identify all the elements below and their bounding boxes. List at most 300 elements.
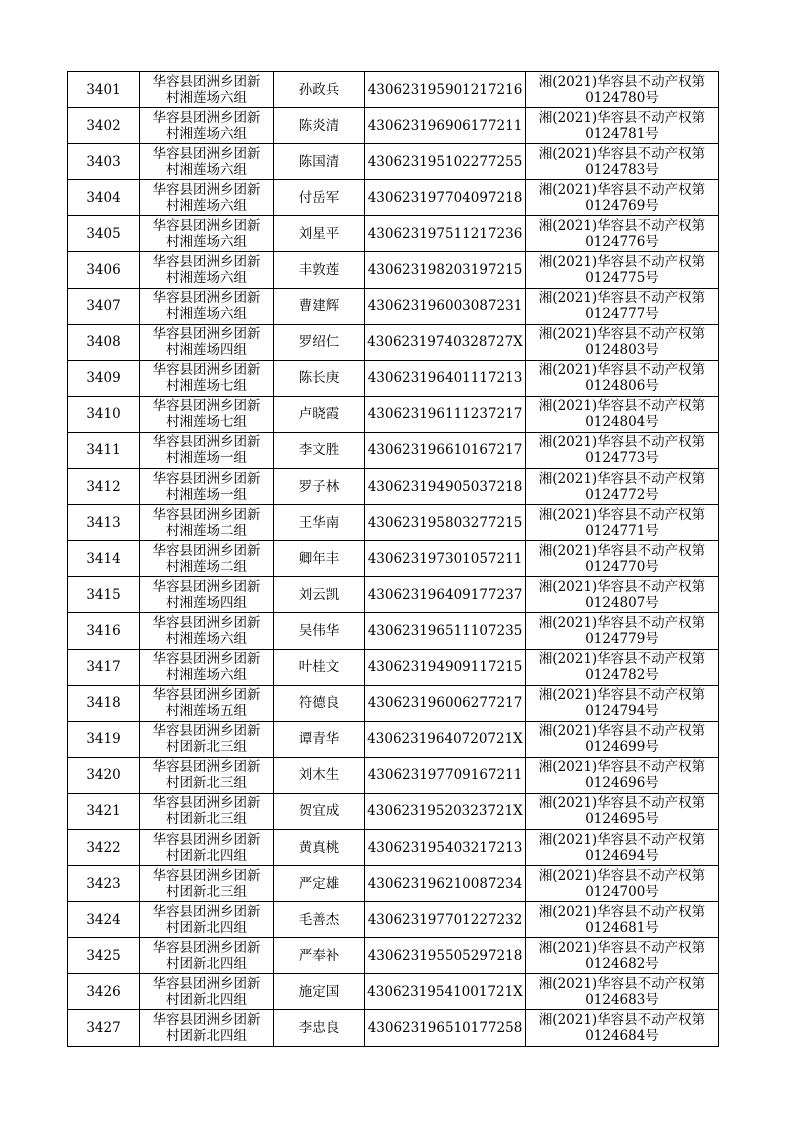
id-number-cell (365, 866, 526, 902)
certificate-number-cell (526, 108, 719, 144)
certificate-number-cell (526, 541, 719, 577)
certificate-number-cell-text: 0124780号 (585, 89, 659, 106)
id-number-cell-text: 430623196401117213 (367, 370, 523, 387)
address-cell (140, 974, 274, 1010)
serial-number-cell-text: 3408 (86, 334, 121, 351)
address-cell (140, 288, 274, 324)
address-cell-text: 华容县团洲乡团新 (152, 1011, 261, 1028)
address-cell (140, 180, 274, 216)
address-cell (140, 685, 274, 721)
id-number-cell (365, 649, 526, 685)
id-number-cell (365, 974, 526, 1010)
certificate-number-cell (526, 721, 719, 757)
certificate-number-cell (526, 144, 719, 180)
table-row (68, 793, 719, 829)
certificate-number-cell-text: 0124777号 (585, 306, 659, 323)
id-number-cell (365, 216, 526, 252)
table-row (68, 938, 719, 974)
id-number-cell-text: 43062319640720721X (367, 731, 523, 748)
id-number-cell (365, 613, 526, 649)
owner-name-cell-text: 李文胜 (298, 442, 340, 459)
address-cell-text: 村湘莲场七组 (166, 378, 247, 395)
owner-name-cell (274, 432, 365, 468)
owner-name-cell (274, 685, 365, 721)
serial-number-cell (68, 613, 140, 649)
id-number-cell (365, 793, 526, 829)
address-cell-text: 华容县团洲乡团新 (152, 506, 261, 523)
certificate-number-cell-text: 0124699号 (585, 739, 659, 756)
owner-name-cell (274, 288, 365, 324)
id-number-cell-text: 430623196510177258 (367, 1019, 523, 1036)
serial-number-cell-text: 3414 (86, 550, 121, 567)
certificate-number-cell-text: 湘(2021)华容县不动产权第 (538, 903, 706, 920)
owner-name-cell (274, 469, 365, 505)
serial-number-cell (68, 144, 140, 180)
table-row (68, 324, 719, 360)
address-cell (140, 829, 274, 865)
certificate-number-cell-text: 0124794号 (585, 703, 659, 720)
address-cell-text: 村湘莲场六组 (166, 161, 247, 178)
address-cell (140, 613, 274, 649)
serial-number-cell (68, 1010, 140, 1046)
certificate-number-cell-text: 0124772号 (585, 486, 659, 503)
address-cell (140, 72, 274, 108)
id-number-cell-text: 430623197701227232 (367, 911, 523, 928)
id-number-cell (365, 144, 526, 180)
owner-name-cell-text: 刘云凯 (298, 586, 340, 603)
table-row (68, 613, 719, 649)
address-cell-text: 华容县团洲乡团新 (152, 470, 261, 487)
id-number-cell (365, 108, 526, 144)
id-number-cell (365, 469, 526, 505)
serial-number-cell-text: 3420 (86, 767, 121, 784)
owner-name-cell-text: 贺宜成 (298, 803, 340, 820)
address-cell-text: 华容县团洲乡团新 (152, 687, 261, 704)
owner-name-cell (274, 505, 365, 541)
address-cell (140, 324, 274, 360)
serial-number-cell (68, 469, 140, 505)
address-cell (140, 577, 274, 613)
owner-name-cell-text: 卿年丰 (298, 550, 340, 567)
certificate-number-cell (526, 180, 719, 216)
serial-number-cell (68, 829, 140, 865)
certificate-number-cell-text: 湘(2021)华容县不动产权第 (538, 145, 706, 162)
owner-name-cell-text: 谭青华 (298, 731, 340, 748)
id-number-cell-text: 430623195803277215 (367, 514, 523, 531)
address-cell-text: 村湘莲场二组 (166, 522, 247, 539)
id-number-cell-text: 430623197511217236 (367, 225, 523, 242)
address-cell-text: 村团新北四组 (166, 955, 247, 972)
id-number-cell-text: 430623197709167211 (367, 767, 523, 784)
table-row (68, 360, 719, 396)
serial-number-cell-text: 3423 (86, 875, 121, 892)
table-row (68, 288, 719, 324)
id-number-cell-text: 43062319520323721X (367, 803, 523, 820)
address-cell-text: 华容县团洲乡团新 (152, 290, 261, 307)
id-number-cell-text: 430623194905037218 (367, 478, 523, 495)
address-cell (140, 108, 274, 144)
id-number-cell-text: 430623196006277217 (367, 695, 523, 712)
address-cell (140, 649, 274, 685)
owner-name-cell (274, 1010, 365, 1046)
address-cell (140, 216, 274, 252)
owner-name-cell (274, 72, 365, 108)
id-number-cell (365, 505, 526, 541)
owner-name-cell (274, 360, 365, 396)
id-number-cell-text: 430623196210087234 (367, 875, 523, 892)
address-cell (140, 360, 274, 396)
serial-number-cell-text: 3404 (86, 189, 121, 206)
certificate-number-cell-text: 湘(2021)华容县不动产权第 (538, 687, 706, 704)
table-row (68, 577, 719, 613)
serial-number-cell-text: 3406 (86, 262, 121, 279)
serial-number-cell (68, 288, 140, 324)
id-number-cell-text: 430623195505297218 (367, 947, 523, 964)
table-row (68, 685, 719, 721)
address-cell-text: 村湘莲场五组 (166, 703, 247, 720)
certificate-number-cell (526, 288, 719, 324)
address-cell-text: 华容县团洲乡团新 (152, 542, 261, 559)
id-number-cell (365, 685, 526, 721)
address-cell-text: 村团新北四组 (166, 991, 247, 1008)
certificate-number-cell-text: 0124779号 (585, 630, 659, 647)
certificate-number-cell-text: 湘(2021)华容县不动产权第 (538, 506, 706, 523)
owner-name-cell-text: 李忠良 (298, 1019, 340, 1036)
id-number-cell-text: 43062319740328727X (367, 334, 523, 351)
address-cell-text: 村湘莲场二组 (166, 558, 247, 575)
certificate-number-cell (526, 793, 719, 829)
address-cell-text: 村团新北三组 (166, 883, 247, 900)
serial-number-cell-text: 3426 (86, 983, 121, 1000)
table-row (68, 72, 719, 108)
owner-name-cell (274, 866, 365, 902)
certificate-number-cell-text: 湘(2021)华容县不动产权第 (538, 759, 706, 776)
id-number-cell (365, 938, 526, 974)
certificate-number-cell-text: 湘(2021)华容县不动产权第 (538, 831, 706, 848)
certificate-number-cell-text: 湘(2021)华容县不动产权第 (538, 434, 706, 451)
owner-name-cell (274, 108, 365, 144)
address-cell (140, 721, 274, 757)
serial-number-cell-text: 3401 (86, 81, 121, 98)
owner-name-cell (274, 938, 365, 974)
certificate-number-cell-text: 0124775号 (585, 270, 659, 287)
certificate-number-cell-text: 湘(2021)华容县不动产权第 (538, 975, 706, 992)
owner-name-cell-text: 刘木生 (298, 767, 340, 784)
id-number-cell-text: 430623195403217213 (367, 839, 523, 856)
certificate-number-cell-text: 0124769号 (585, 197, 659, 214)
id-number-cell-text: 430623196610167217 (367, 442, 523, 459)
certificate-number-cell-text: 0124783号 (585, 161, 659, 178)
address-cell-text: 华容县团洲乡团新 (152, 434, 261, 451)
owner-name-cell (274, 216, 365, 252)
owner-name-cell-text: 吴伟华 (298, 622, 340, 639)
address-cell (140, 1010, 274, 1046)
owner-name-cell (274, 613, 365, 649)
address-cell (140, 866, 274, 902)
address-cell-text: 华容县团洲乡团新 (152, 362, 261, 379)
certificate-number-cell (526, 577, 719, 613)
serial-number-cell (68, 252, 140, 288)
owner-name-cell-text: 卢晓霞 (298, 406, 340, 423)
certificate-number-cell-text: 0124700号 (585, 883, 659, 900)
certificate-number-cell-text: 湘(2021)华容县不动产权第 (538, 73, 706, 90)
certificate-number-cell-text: 湘(2021)华容县不动产权第 (538, 651, 706, 668)
table-body (68, 72, 719, 1047)
certificate-number-cell-text: 0124776号 (585, 233, 659, 250)
serial-number-cell-text: 3416 (86, 622, 121, 639)
certificate-number-cell-text: 湘(2021)华容县不动产权第 (538, 109, 706, 126)
address-cell-text: 村团新北四组 (166, 919, 247, 936)
id-number-cell (365, 324, 526, 360)
address-cell-text: 村湘莲场六组 (166, 89, 247, 106)
certificate-number-cell (526, 432, 719, 468)
address-cell-text: 华容县团洲乡团新 (152, 217, 261, 234)
address-cell-text: 村团新北四组 (166, 847, 247, 864)
certificate-number-cell (526, 396, 719, 432)
certificate-number-cell (526, 938, 719, 974)
certificate-number-cell-text: 0124771号 (585, 522, 659, 539)
address-cell (140, 902, 274, 938)
id-number-cell-text: 430623196511107235 (367, 622, 523, 639)
owner-name-cell-text: 罗绍仁 (298, 334, 340, 351)
id-number-cell-text: 430623197301057211 (367, 550, 523, 567)
serial-number-cell (68, 360, 140, 396)
certificate-number-cell (526, 902, 719, 938)
address-cell-text: 华容县团洲乡团新 (152, 939, 261, 956)
address-cell (140, 793, 274, 829)
id-number-cell-text: 430623196409177237 (367, 586, 523, 603)
table-row (68, 757, 719, 793)
owner-name-cell (274, 324, 365, 360)
id-number-cell (365, 1010, 526, 1046)
id-number-cell-text: 430623198203197215 (367, 262, 523, 279)
certificate-number-cell (526, 324, 719, 360)
address-cell-text: 华容县团洲乡团新 (152, 975, 261, 992)
certificate-number-cell-text: 湘(2021)华容县不动产权第 (538, 795, 706, 812)
address-cell-text: 村湘莲场四组 (166, 594, 247, 611)
certificate-number-cell-text: 0124696号 (585, 775, 659, 792)
serial-number-cell-text: 3427 (86, 1019, 121, 1036)
address-cell-text: 华容县团洲乡团新 (152, 181, 261, 198)
table-row (68, 252, 719, 288)
owner-name-cell (274, 541, 365, 577)
serial-number-cell-text: 3412 (86, 478, 121, 495)
owner-name-cell (274, 577, 365, 613)
address-cell-text: 华容县团洲乡团新 (152, 867, 261, 884)
owner-name-cell (274, 252, 365, 288)
certificate-number-cell-text: 0124807号 (585, 594, 659, 611)
owner-name-cell-text: 毛善杰 (298, 911, 340, 928)
certificate-number-cell-text: 湘(2021)华容县不动产权第 (538, 1011, 706, 1028)
certificate-number-cell-text: 湘(2021)华容县不动产权第 (538, 470, 706, 487)
certificate-number-cell (526, 216, 719, 252)
id-number-cell-text: 430623196906177211 (367, 117, 523, 134)
serial-number-cell (68, 866, 140, 902)
certificate-number-cell-text: 湘(2021)华容县不动产权第 (538, 542, 706, 559)
address-cell-text: 华容县团洲乡团新 (152, 795, 261, 812)
owner-name-cell-text: 叶桂文 (298, 659, 340, 676)
id-number-cell-text: 430623195102277255 (367, 153, 523, 170)
owner-name-cell-text: 付岳军 (298, 189, 340, 206)
address-cell-text: 华容县团洲乡团新 (152, 759, 261, 776)
serial-number-cell (68, 902, 140, 938)
certificate-number-cell (526, 360, 719, 396)
owner-name-cell (274, 721, 365, 757)
id-number-cell (365, 829, 526, 865)
address-cell (140, 144, 274, 180)
serial-number-cell (68, 324, 140, 360)
address-cell (140, 938, 274, 974)
owner-name-cell-text: 陈炎清 (298, 117, 340, 134)
serial-number-cell (68, 757, 140, 793)
certificate-number-cell-text: 0124803号 (585, 342, 659, 359)
serial-number-cell-text: 3403 (86, 153, 121, 170)
serial-number-cell (68, 721, 140, 757)
serial-number-cell-text: 3424 (86, 911, 121, 928)
serial-number-cell (68, 793, 140, 829)
address-cell-text: 华容县团洲乡团新 (152, 723, 261, 740)
address-cell-text: 村湘莲场六组 (166, 125, 247, 142)
serial-number-cell-text: 3413 (86, 514, 121, 531)
serial-number-cell-text: 3421 (86, 803, 121, 820)
address-cell-text: 华容县团洲乡团新 (152, 254, 261, 271)
id-number-cell (365, 396, 526, 432)
address-cell-text: 村湘莲场六组 (166, 667, 247, 684)
address-cell-text: 华容县团洲乡团新 (152, 398, 261, 415)
certificate-number-cell (526, 505, 719, 541)
id-number-cell-text: 430623196111237217 (367, 406, 523, 423)
owner-name-cell-text: 曹建辉 (298, 298, 340, 315)
table-row (68, 469, 719, 505)
address-cell-text: 华容县团洲乡团新 (152, 831, 261, 848)
serial-number-cell (68, 938, 140, 974)
address-cell-text: 村湘莲场六组 (166, 630, 247, 647)
certificate-number-cell-text: 湘(2021)华容县不动产权第 (538, 254, 706, 271)
owner-name-cell (274, 974, 365, 1010)
certificate-number-cell-text: 湘(2021)华容县不动产权第 (538, 614, 706, 631)
owner-name-cell-text: 孙政兵 (298, 81, 340, 98)
serial-number-cell (68, 649, 140, 685)
serial-number-cell-text: 3418 (86, 695, 121, 712)
owner-name-cell-text: 黄真桃 (298, 839, 340, 856)
table-row (68, 541, 719, 577)
serial-number-cell-text: 3410 (86, 406, 121, 423)
certificate-number-cell-text: 0124694号 (585, 847, 659, 864)
serial-number-cell (68, 541, 140, 577)
serial-number-cell (68, 72, 140, 108)
owner-name-cell-text: 严定雄 (298, 875, 340, 892)
id-number-cell-text: 430623195901217216 (367, 81, 523, 98)
certificate-number-cell-text: 0124683号 (585, 991, 659, 1008)
owner-name-cell-text: 罗子林 (298, 478, 340, 495)
address-cell-text: 村湘莲场六组 (166, 197, 247, 214)
address-cell-text: 华容县团洲乡团新 (152, 578, 261, 595)
address-cell (140, 252, 274, 288)
address-cell-text: 华容县团洲乡团新 (152, 73, 261, 90)
address-cell-text: 华容县团洲乡团新 (152, 903, 261, 920)
serial-number-cell (68, 432, 140, 468)
certificate-number-cell (526, 829, 719, 865)
address-cell-text: 村湘莲场七组 (166, 414, 247, 431)
id-number-cell (365, 721, 526, 757)
serial-number-cell-text: 3402 (86, 117, 121, 134)
serial-number-cell-text: 3405 (86, 225, 121, 242)
id-number-cell-text: 43062319541001721X (367, 983, 523, 1000)
address-cell (140, 541, 274, 577)
owner-name-cell-text: 陈国清 (298, 153, 340, 170)
table-row (68, 649, 719, 685)
owner-name-cell (274, 396, 365, 432)
serial-number-cell (68, 180, 140, 216)
certificate-number-cell-text: 0124773号 (585, 450, 659, 467)
serial-number-cell (68, 216, 140, 252)
table-row (68, 144, 719, 180)
table-row (68, 902, 719, 938)
owner-name-cell-text: 符德良 (298, 695, 340, 712)
serial-number-cell (68, 505, 140, 541)
id-number-cell (365, 577, 526, 613)
certificate-number-cell-text: 0124770号 (585, 558, 659, 575)
table-row (68, 1010, 719, 1046)
certificate-number-cell-text: 0124782号 (585, 667, 659, 684)
certificate-number-cell (526, 649, 719, 685)
owner-name-cell-text: 陈长庚 (298, 370, 340, 387)
certificate-number-cell-text: 湘(2021)华容县不动产权第 (538, 939, 706, 956)
certificate-number-cell (526, 1010, 719, 1046)
id-number-cell (365, 757, 526, 793)
id-number-cell (365, 252, 526, 288)
id-number-cell-text: 430623196003087231 (367, 298, 523, 315)
certificate-number-cell (526, 613, 719, 649)
owner-name-cell (274, 793, 365, 829)
owner-name-cell (274, 649, 365, 685)
owner-name-cell-text: 刘星平 (298, 225, 340, 242)
address-cell-text: 村团新北三组 (166, 775, 247, 792)
serial-number-cell-text: 3415 (86, 586, 121, 603)
address-cell-text: 村团新北三组 (166, 739, 247, 756)
table-row (68, 396, 719, 432)
address-cell (140, 396, 274, 432)
owner-name-cell (274, 829, 365, 865)
serial-number-cell-text: 3417 (86, 659, 121, 676)
address-cell-text: 村湘莲场六组 (166, 233, 247, 250)
table-row (68, 432, 719, 468)
id-number-cell (365, 541, 526, 577)
serial-number-cell (68, 108, 140, 144)
serial-number-cell-text: 3411 (86, 442, 121, 459)
certificate-number-cell (526, 469, 719, 505)
certificate-number-cell (526, 757, 719, 793)
table-row (68, 721, 719, 757)
id-number-cell (365, 180, 526, 216)
owner-name-cell (274, 144, 365, 180)
address-cell (140, 469, 274, 505)
owner-name-cell (274, 902, 365, 938)
certificate-number-cell-text: 0124682号 (585, 955, 659, 972)
table-row (68, 108, 719, 144)
certificate-number-cell (526, 72, 719, 108)
serial-number-cell-text: 3419 (86, 731, 121, 748)
id-number-cell-text: 430623197704097218 (367, 189, 523, 206)
certificate-number-cell (526, 974, 719, 1010)
table-row (68, 866, 719, 902)
certificate-number-cell-text: 湘(2021)华容县不动产权第 (538, 217, 706, 234)
serial-number-cell (68, 577, 140, 613)
id-number-cell (365, 360, 526, 396)
table-row (68, 216, 719, 252)
certificate-number-cell-text: 0124806号 (585, 378, 659, 395)
certificate-number-cell-text: 湘(2021)华容县不动产权第 (538, 398, 706, 415)
